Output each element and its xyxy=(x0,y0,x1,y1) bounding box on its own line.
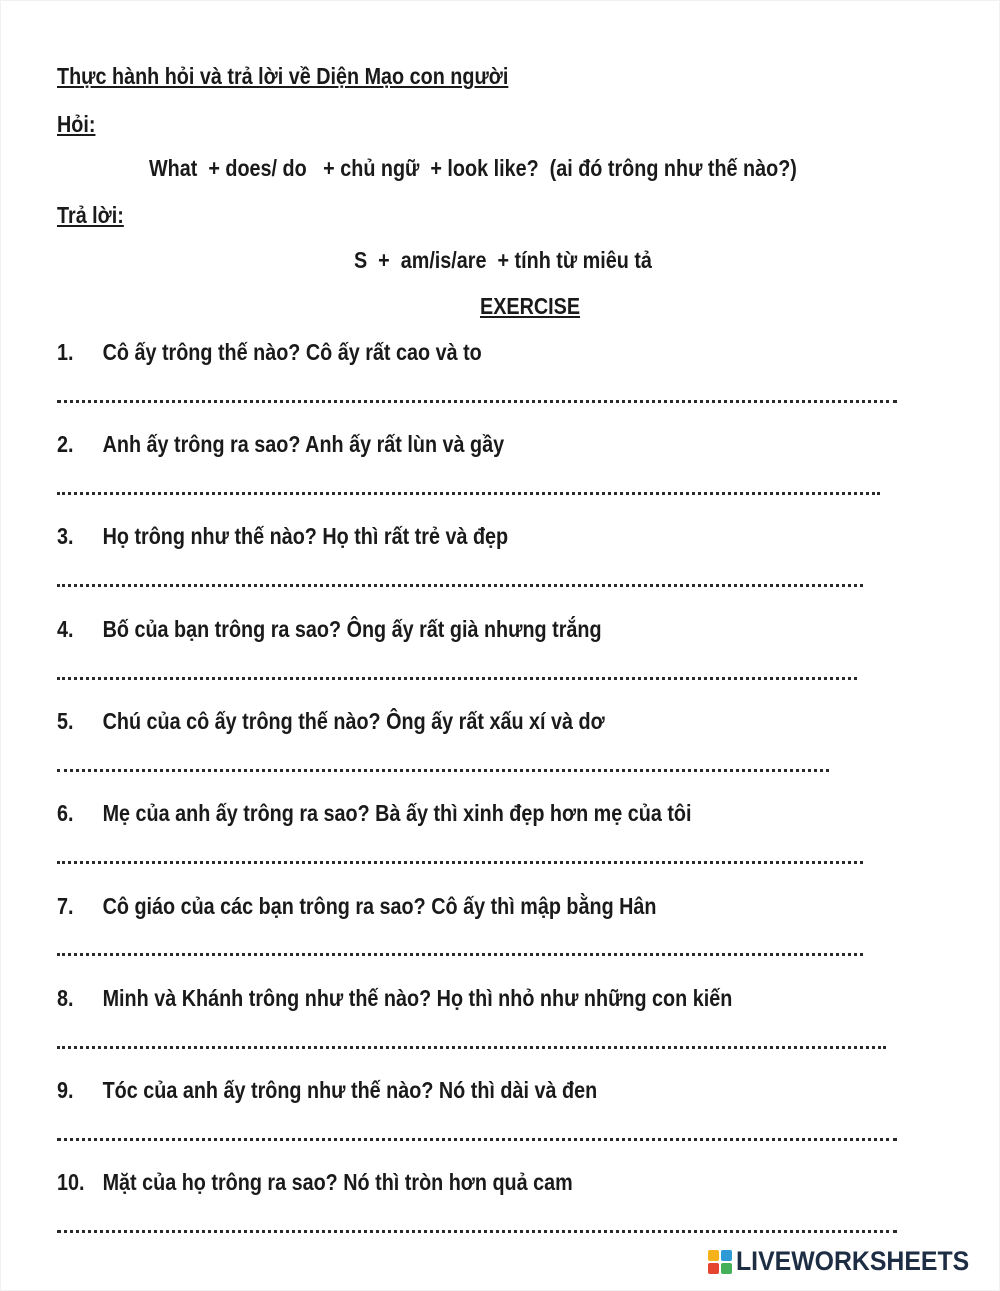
answer-label: Trả lời: xyxy=(57,202,124,228)
answer-line[interactable] xyxy=(57,953,863,956)
logo-square xyxy=(721,1263,732,1274)
question-text: Minh và Khánh trông như thế nào? Họ thì nhỏ như những con kiến xyxy=(102,985,733,1011)
question-number: 10. xyxy=(57,1169,85,1195)
answer-line[interactable] xyxy=(57,1138,897,1141)
question-item xyxy=(57,339,482,366)
answer-line[interactable] xyxy=(57,400,897,403)
answer-formula: S + am/is/are + tính từ miêu tả xyxy=(354,247,652,273)
logo-square xyxy=(721,1250,732,1261)
answer-line[interactable] xyxy=(57,1046,886,1049)
question-number: 7. xyxy=(57,893,74,919)
logo-square xyxy=(708,1263,719,1274)
answer-line[interactable] xyxy=(57,492,880,495)
question-text: Chú của cô ấy trông thế nào? Ông ấy rất xấu xí và dơ xyxy=(102,708,605,734)
question-item xyxy=(57,523,508,550)
liveworksheets-logo-icon xyxy=(708,1250,732,1274)
question-item xyxy=(57,708,605,735)
ask-formula: What + does/ do + chủ ngữ + look like? (ai đó trông như thế nào?) xyxy=(149,155,797,181)
ask-label: Hỏi: xyxy=(57,111,96,137)
question-item xyxy=(57,431,504,458)
question-text: Họ trông như thế nào? Họ thì rất trẻ và đẹp xyxy=(102,523,509,549)
question-item xyxy=(57,800,691,827)
answer-line[interactable] xyxy=(57,677,857,680)
question-text: Cô ấy trông thế nào? Cô ấy rất cao và to xyxy=(102,339,482,365)
exercise-heading: EXERCISE xyxy=(480,293,581,319)
answer-line[interactable] xyxy=(57,584,863,587)
question-number: 6. xyxy=(57,800,74,826)
answer-line[interactable] xyxy=(57,769,829,772)
answer-line[interactable] xyxy=(57,861,863,864)
answer-line[interactable] xyxy=(57,1230,897,1233)
question-number: 5. xyxy=(57,708,74,734)
question-item xyxy=(57,893,657,920)
watermark-text: LIVEWORKSHEETS xyxy=(736,1246,970,1276)
question-number: 9. xyxy=(57,1077,74,1103)
question-number: 2. xyxy=(57,431,74,457)
question-text: Mẹ của anh ấy trông ra sao? Bà ấy thì xinh đẹp hơn mẹ của tôi xyxy=(102,800,692,826)
worksheet-title: Thực hành hỏi và trả lời về Diện Mạo con người xyxy=(57,63,509,89)
question-text: Anh ấy trông ra sao? Anh ấy rất lùn và gầy xyxy=(102,431,505,457)
question-item xyxy=(57,616,602,643)
question-item xyxy=(57,1077,597,1104)
question-number: 3. xyxy=(57,523,74,549)
question-number: 1. xyxy=(57,339,74,365)
question-text: Mặt của họ trông ra sao? Nó thì tròn hơn quả cam xyxy=(102,1169,573,1195)
question-item xyxy=(57,1169,573,1196)
question-text: Cô giáo của các bạn trông ra sao? Cô ấy thì mập bằng Hân xyxy=(102,893,657,919)
logo-square xyxy=(708,1250,719,1261)
question-item xyxy=(57,985,732,1012)
question-number: 8. xyxy=(57,985,74,1011)
question-number: 4. xyxy=(57,616,74,642)
question-text: Tóc của anh ấy trông như thế nào? Nó thì dài và đen xyxy=(102,1077,598,1103)
question-text: Bố của bạn trông ra sao? Ông ấy rất già nhưng trắng xyxy=(102,616,602,642)
liveworksheets-watermark xyxy=(708,1246,990,1277)
